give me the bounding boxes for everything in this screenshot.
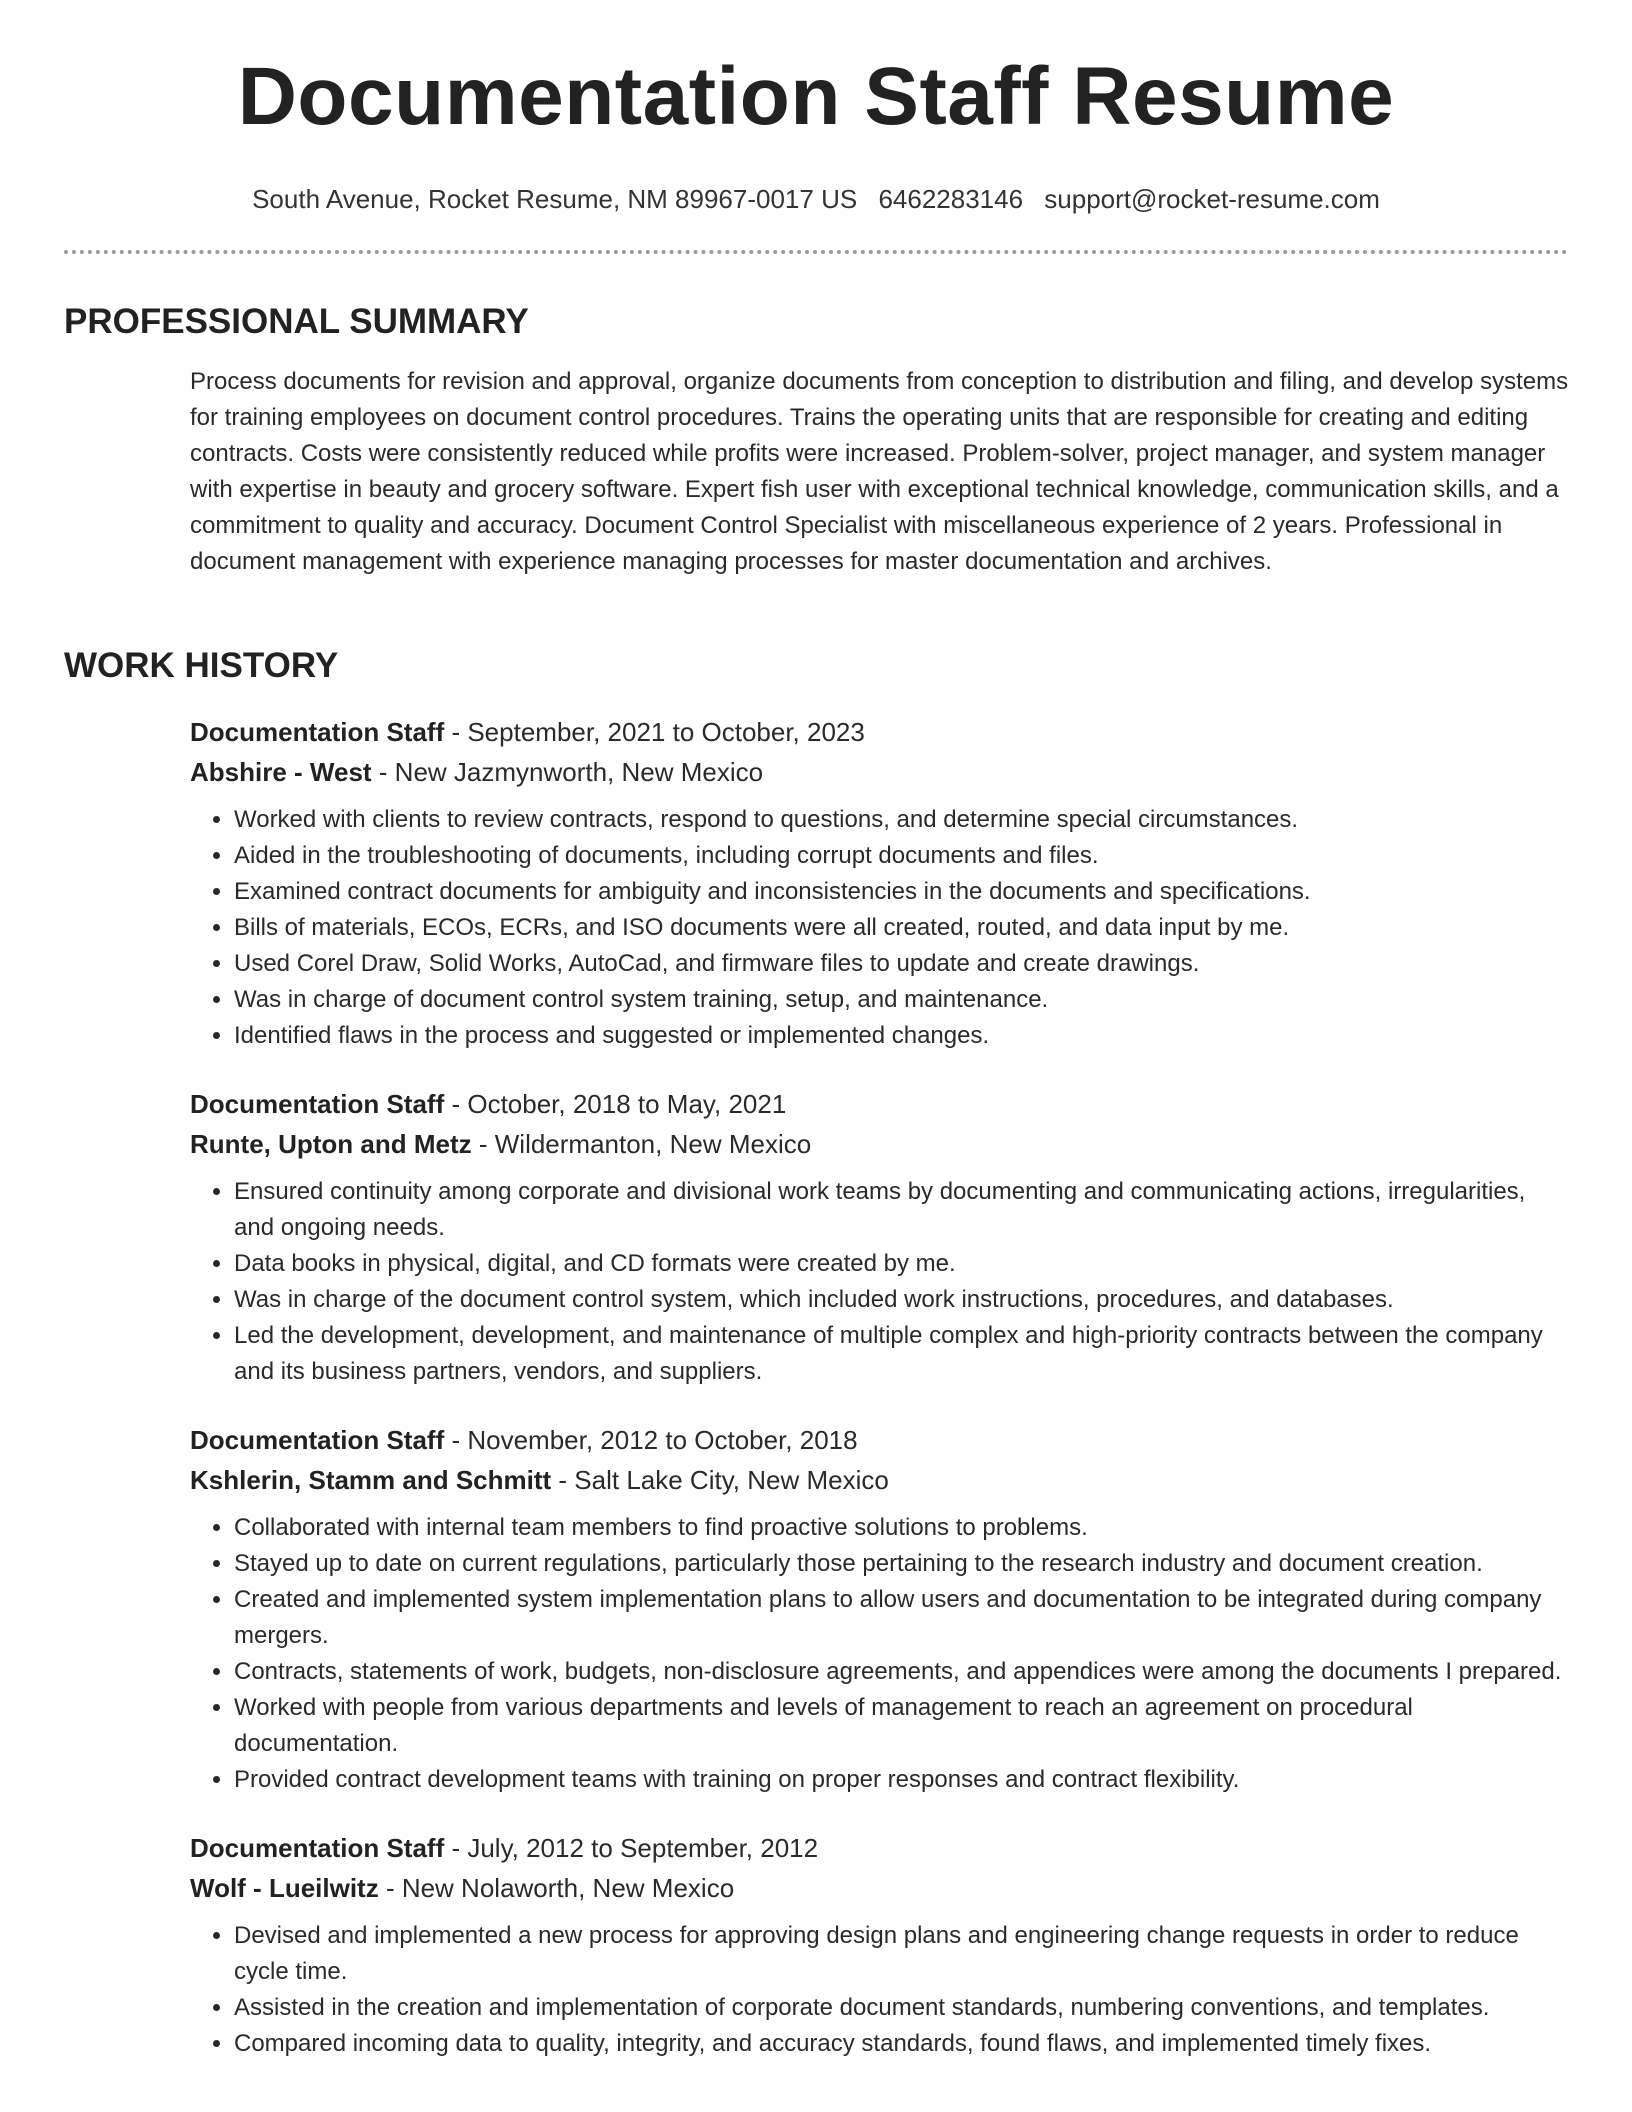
job-company-line [190,1460,1570,1500]
job-bullet: • Used Corel Draw, Solid Works, AutoCad, and firmware files to update and create drawings. [234,946,1570,982]
job-dates: - July, 2012 to September, 2012 [444,1833,819,1863]
header-divider [64,250,1568,254]
job-company-line [190,1124,1570,1164]
job-company-line [190,1868,1570,1908]
job-entry [190,1084,1570,1390]
job-location: - Wildermanton, New Mexico [471,1129,812,1159]
job-bullet: • Devised and implemented a new process for approving design plans and engineering change requests in order to reduce cycle time. [234,1918,1570,1990]
job-entry [190,1420,1570,1798]
contact-line [0,182,1632,216]
job-bullet: • Worked with clients to review contracts, respond to questions, and determine special circumstances. [234,802,1570,838]
job-bullets [190,1918,1570,2062]
job-role-line [190,1420,1570,1460]
contact-email[interactable]: support@rocket-resume.com [1044,184,1380,214]
job-bullet: • Assisted in the creation and implementation of corporate document standards, numbering conventions, and templates. [234,1990,1570,2026]
work-history-heading: WORK HISTORY [64,646,339,685]
job-bullet: • Was in charge of document control system training, setup, and maintenance. [234,982,1570,1018]
job-bullet: • Examined contract documents for ambiguity and inconsistencies in the documents and specifications. [234,874,1570,910]
job-location: - New Nolaworth, New Mexico [378,1873,735,1903]
work-history-list [190,712,1570,2092]
job-bullet: • Collaborated with internal team members to find proactive solutions to problems. [234,1510,1570,1546]
job-bullet: • Contracts, statements of work, budgets, non-disclosure agreements, and appendices were among the documents I prepared. [234,1654,1570,1690]
job-bullet: • Bills of materials, ECOs, ECRs, and ISO documents were all created, routed, and data input by me. [234,910,1570,946]
job-role-line [190,1084,1570,1124]
summary-text: Process documents for revision and approval, organize documents from conception to distribution and filing, and develop systems for training employees on document control procedures. Trains the operating units that are responsible for creating and editing contracts. Costs were consistently reduced while profits were increased. Problem-solver, project manager, and system manager with expertise in beauty and grocery software. Expert fish user with exceptional technical knowledge, communication skills, and a commitment to quality and accuracy. Document Control Specialist with miscellaneous experience of 2 years. Professional in document management with experience managing processes for master documentation and archives. [190,368,1569,575]
job-bullets [190,802,1570,1054]
job-bullets [190,1510,1570,1798]
contact-address: South Avenue, Rocket Resume, NM 89967-0017 US [252,184,858,214]
job-bullet: • Stayed up to date on current regulations, particularly those pertaining to the research industry and document creation. [234,1546,1570,1582]
job-bullet: • Was in charge of the document control system, which included work instructions, procedures, and databases. [234,1282,1570,1318]
job-bullet: • Provided contract development teams with training on proper responses and contract flexibility. [234,1762,1570,1798]
job-bullet: • Ensured continuity among corporate and divisional work teams by documenting and communicating actions, irregularities, and ongoing needs. [234,1174,1570,1246]
contact-phone[interactable]: 6462283146 [878,184,1024,214]
job-role: Documentation Staff [190,1833,445,1863]
job-role: Documentation Staff [190,1089,445,1119]
resume-title: Documentation Staff Resume [237,51,1395,142]
job-company: Kshlerin, Stamm and Schmitt [190,1465,552,1495]
job-entry [190,712,1570,1054]
job-role: Documentation Staff [190,1425,445,1455]
summary-heading: PROFESSIONAL SUMMARY [64,302,529,341]
job-location: - Salt Lake City, New Mexico [551,1465,889,1495]
job-dates: - September, 2021 to October, 2023 [444,717,865,747]
job-bullet: • Data books in physical, digital, and CD formats were created by me. [234,1246,1570,1282]
job-company: Runte, Upton and Metz [190,1129,472,1159]
job-role-line [190,712,1570,752]
job-role: Documentation Staff [190,717,445,747]
job-dates: - November, 2012 to October, 2018 [444,1425,858,1455]
job-bullet: • Identified flaws in the process and suggested or implemented changes. [234,1018,1570,1054]
job-role-line [190,1828,1570,1868]
job-company: Abshire - West [190,757,372,787]
job-bullet: • Created and implemented system implementation plans to allow users and documentation to be integrated during company mergers. [234,1582,1570,1654]
job-bullet: • Compared incoming data to quality, integrity, and accuracy standards, found flaws, and implemented timely fixes. [234,2026,1570,2062]
job-bullet: • Led the development, development, and maintenance of multiple complex and high-priority contracts between the company and its business partners, vendors, and suppliers. [234,1318,1570,1390]
job-bullet: • Worked with people from various departments and levels of management to reach an agreement on procedural documentation. [234,1690,1570,1762]
job-location: - New Jazmynworth, New Mexico [371,757,764,787]
job-entry [190,1828,1570,2062]
job-bullet: • Aided in the troubleshooting of documents, including corrupt documents and files. [234,838,1570,874]
job-dates: - October, 2018 to May, 2021 [444,1089,787,1119]
job-company-line [190,752,1570,792]
job-bullets [190,1174,1570,1390]
job-company: Wolf - Lueilwitz [190,1873,379,1903]
